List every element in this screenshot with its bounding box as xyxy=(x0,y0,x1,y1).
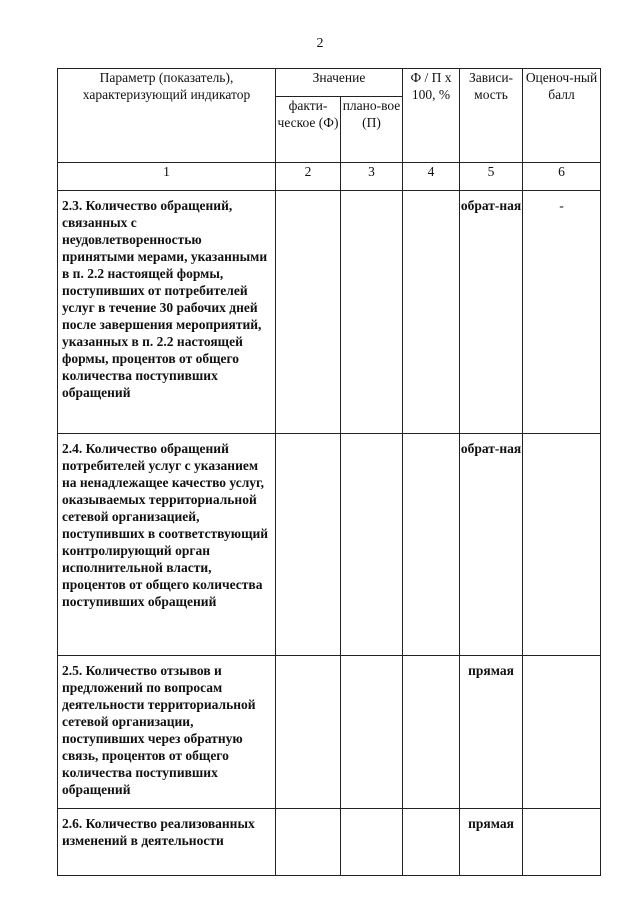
header-actual: факти-ческое (Ф) xyxy=(276,97,341,163)
header-param: Параметр (показатель), характеризующий индикатор xyxy=(58,69,276,163)
row-dependence: обрат-ная xyxy=(460,191,523,434)
row-score xyxy=(523,656,601,809)
column-number: 4 xyxy=(403,163,460,191)
row-dependence: прямая xyxy=(460,809,523,876)
column-number: 2 xyxy=(276,163,341,191)
row-score: - xyxy=(523,191,601,434)
header-score: Оценоч-ный балл xyxy=(523,69,601,163)
header-ratio: Ф / П x 100, % xyxy=(403,69,460,163)
header-dependence: Зависи-мость xyxy=(460,69,523,163)
table-row xyxy=(58,434,601,656)
row-ratio xyxy=(403,191,460,434)
row-param: 2.5. Количество отзывов и предложений по вопросам деятельности территориальной сетевой организации, поступивших через обратную связь, процентов от общего количества поступивших обращений xyxy=(58,656,276,809)
header-planned: плано-вое (П) xyxy=(341,97,403,163)
column-number: 5 xyxy=(460,163,523,191)
row-param: 2.4. Количество обращений потребителей услуг с указанием на ненадлежащее качество услуг, оказываемых территориальной сетевой организацией, поступивших в соответствующий контролирующий орган исполнительной власти, процентов от общего количества поступивших обращений xyxy=(58,434,276,656)
row-score xyxy=(523,434,601,656)
row-param: 2.3. Количество обращений, связанных с неудовлетворенностью принятыми мерами, указанными в п. 2.2 настоящей формы, поступивших от потребителей услуг в течение 30 рабочих дней после завершения мероприятий, указанных в п. 2.2 настоящей формы, процентов от общего количества поступивших обращений xyxy=(58,191,276,434)
row-planned xyxy=(341,809,403,876)
row-score xyxy=(523,809,601,876)
row-actual xyxy=(276,656,341,809)
column-number: 1 xyxy=(58,163,276,191)
row-dependence: обрат-ная xyxy=(460,434,523,656)
table-row xyxy=(58,191,601,434)
page-number: 2 xyxy=(316,36,324,51)
row-actual xyxy=(276,191,341,434)
row-ratio xyxy=(403,656,460,809)
row-actual xyxy=(276,434,341,656)
column-number: 3 xyxy=(341,163,403,191)
indicator-table xyxy=(57,68,601,876)
row-planned xyxy=(341,434,403,656)
row-ratio xyxy=(403,434,460,656)
header-value-group: Значение xyxy=(276,69,403,97)
row-planned xyxy=(341,191,403,434)
row-ratio xyxy=(403,809,460,876)
table-row xyxy=(58,656,601,809)
row-actual xyxy=(276,809,341,876)
row-dependence: прямая xyxy=(460,656,523,809)
column-number: 6 xyxy=(523,163,601,191)
row-param: 2.6. Количество реализованных изменений в деятельности xyxy=(58,809,276,876)
row-planned xyxy=(341,656,403,809)
table-row xyxy=(58,809,601,876)
